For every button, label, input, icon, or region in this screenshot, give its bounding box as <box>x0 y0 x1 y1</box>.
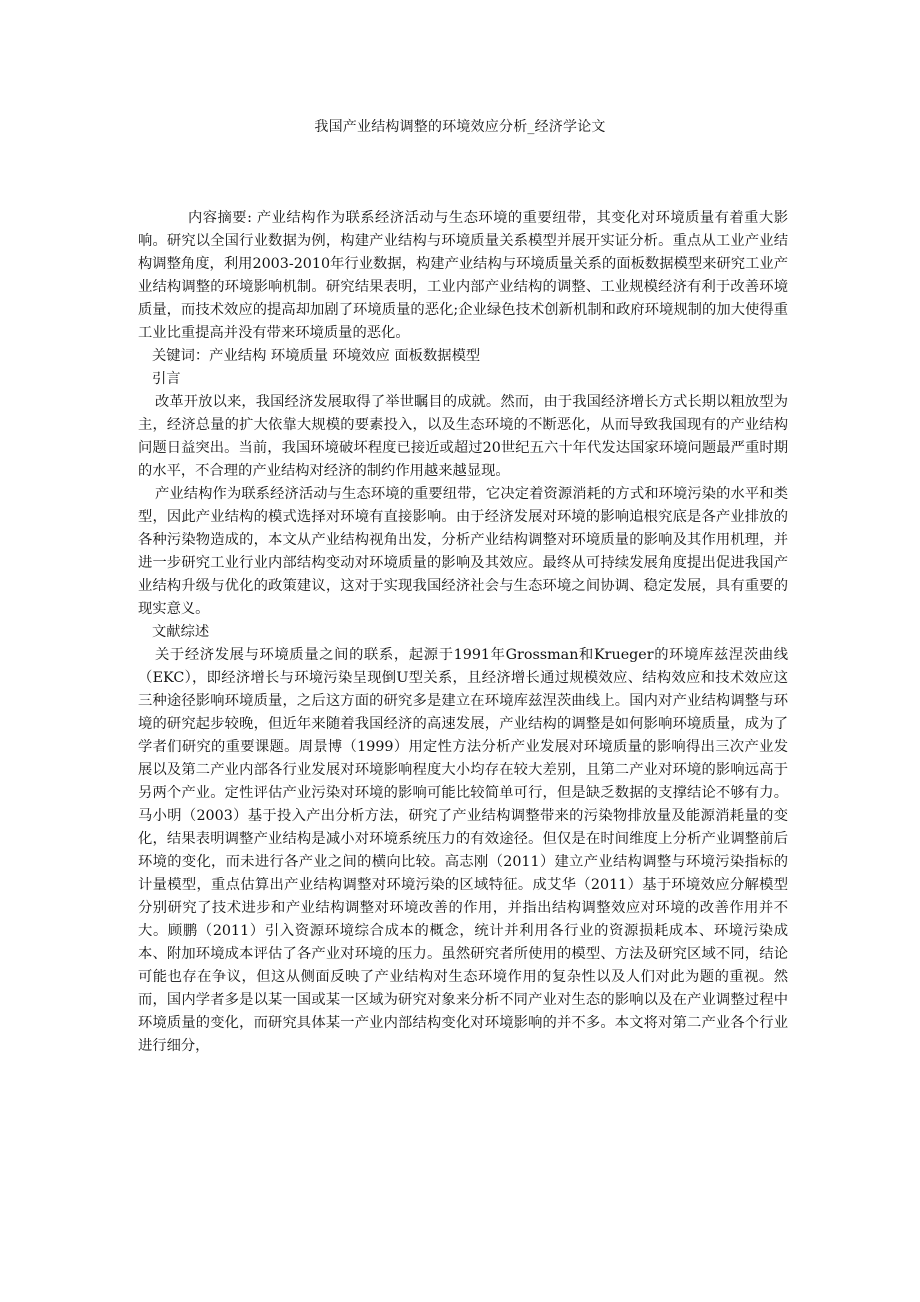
intro-paragraph-2: 产业结构作为联系经济活动与生态环境的重要纽带，它决定着资源消耗的方式和环境污染的水平和类型，因此产业结构的模式选择对环境有直接影响。由于经济发展对环境的影响追根究底是各产业排放的各种污染物造成的，本文从产业结构视角出发，分析产业结构调整对环境质量的影响及其作用机理，并进一步研究工业行业内部结构变动对环境质量的影响及其效应。最终从可持续发展角度提出促进我国产业结构升级与优化的政策建议，这对于实现我国经济社会与生态环境之间协调、稳定发展，具有重要的现实意义。 <box>138 486 788 617</box>
intro-heading: 引言 <box>152 371 181 387</box>
keywords-line: 关键词：产业结构 环境质量 环境效应 面板数据模型 <box>152 348 481 364</box>
review-paragraph-1: 关于经济发展与环境质量之间的联系，起源于1991年Grossman和Krueger的环境库兹涅茨曲线（EKC），即经济增长与环境污染呈现倒U型关系，且经济增长通过规模效应、结构效应和技术效应这三种途径影响环境质量，之后这方面的研究多是建立在环境库兹涅茨曲线上。国内对产业结构调整与环境的研究起步较晚，但近年来随着我国经济的高速发展，产业结构的调整是如何影响环境质量，成为了学者们研究的重要课题。周景博（1999）用定性方法分析产业发展对环境质量的影响得出三次产业发展以及第二产业内部各行业发展对环境影响程度大小均存在较大差别，且第二产业对环境的影响远高于另两个产业。定性评估产业污染对环境的影响可能比较简单可行，但是缺乏数据的支撑结论不够有力。马小明（2003）基于投入产出分析方法，研究了产业结构调整带来的污染物排放量及能源消耗量的变化，结果表明调整产业结构是减小对环境系统压力的有效途径。但仅是在时间维度上分析产业调整前后环境的变化，而未进行各产业之间的横向比较。高志刚（2011）建立产业结构调整与环境污染指标的计量模型，重点估算出产业结构调整对环境污染的区域特征。成艾华（2011）基于环境效应分解模型分别研究了技术进步和产业结构调整对环境改善的作用，并指出结构调整效应对环境的改善作用并不大。顾鹏（2011）引入资源环境综合成本的概念，统计并利用各行业的资源损耗成本、环境污染成本、附加环境成本评估了各产业对环境的压力。虽然研究者所使用的模型、方法及研究区域不同，结论可能也存在争议，但这从侧面反映了产业结构对生态环境作用的复杂性以及人们对此为题的重视。然而，国内学者多是以某一国或某一区域为研究对象来分析不同产业对生态的影响以及在产业调整过程中环境质量的变化，而研究具体某一产业内部结构变化对环境影响的并不多。本文将对第二产业各个行业进行细分， <box>138 647 788 1054</box>
intro-paragraph-1: 改革开放以来，我国经济发展取得了举世瞩目的成就。然而，由于我国经济增长方式长期以粗放型为主，经济总量的扩大依靠大规模的要素投入，以及生态环境的不断恶化，从而导致我国现有的产业结构问题日益突出。当前，我国环境破坏程度已接近或超过20世纪五六十年代发达国家环境问题最严重时期的水平，不合理的产业结构对经济的制约作用越来越显现。 <box>138 394 788 479</box>
review-heading: 文献综述 <box>152 624 210 640</box>
abstract-paragraph: 内容摘要: 产业结构作为联系经济活动与生态环境的重要纽带，其变化对环境质量有着重大影响。研究以全国行业数据为例，构建产业结构与环境质量关系模型并展开实证分析。重点从工业产业结构调整角度，利用2003-2010年行业数据，构建产业结构与环境质量关系的面板数据模型来研究工业产业结构调整的环境影响机制。研究结果表明，工业内部产业结构的调整、工业规模经济有利于改善环境质量，而技术效应的提高却加剧了环境质量的恶化;企业绿色技术创新机制和政府环境规制的加大使得重工业比重提高并没有带来环境质量的恶化。 <box>138 210 788 341</box>
document-title: 我国产业结构调整的环境效应分析_经济学论文 <box>314 119 606 135</box>
document-body <box>138 207 788 1058</box>
